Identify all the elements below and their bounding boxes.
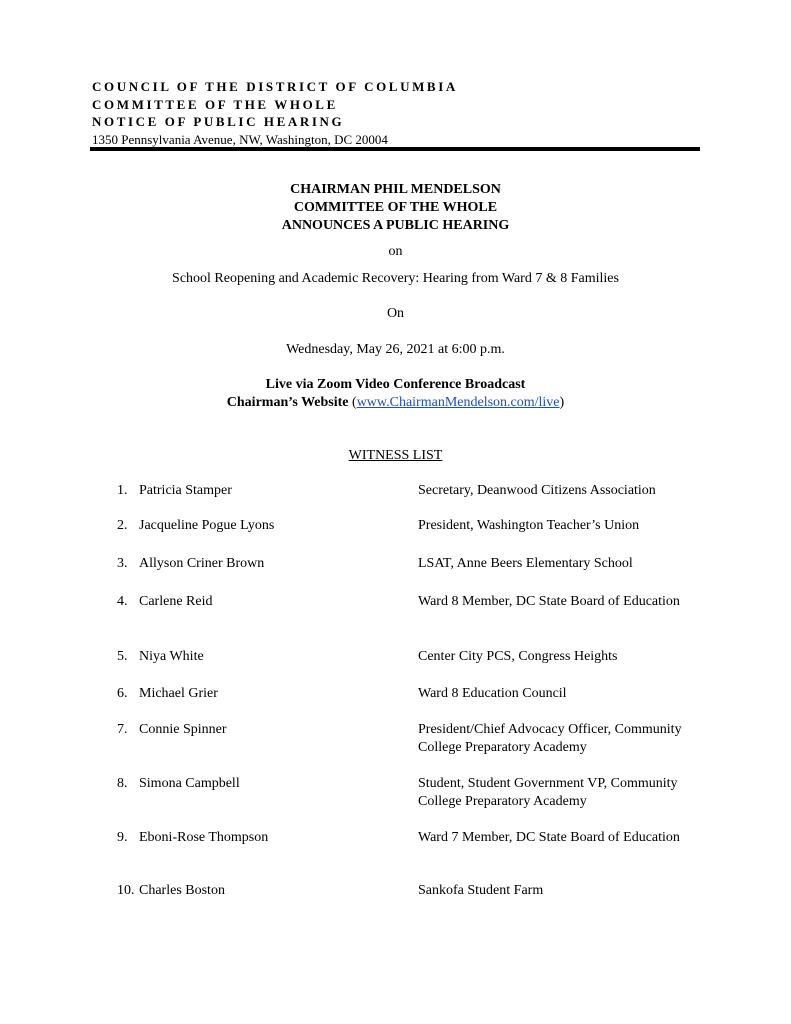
witness-number: 8. [117,776,128,791]
witness-name: Niya White [139,649,204,664]
witness-name: Charles Boston [139,883,225,898]
witness-affiliation: Student, Student Government VP, Community College Preparatory Academy [418,776,678,809]
announcement-on: on [388,244,403,259]
witness-name: Patricia Stamper [139,483,232,498]
witness-number: 1. [117,483,128,498]
witness-affiliation: Sankofa Student Farm [418,883,544,898]
witness-name: Allyson Criner Brown [139,556,265,571]
hearing-datetime: Wednesday, May 26, 2021 at 6:00 p.m. [286,342,505,357]
website-label: Chairman’s Website [226,395,349,410]
witness-number: 9. [117,830,128,845]
letterhead [92,78,702,148]
witness-affiliation: President/Chief Advocacy Officer, Community College Preparatory Academy [418,722,682,755]
witness-name: Carlene Reid [139,594,213,609]
website-link[interactable]: www.ChairmanMendelson.com/live [356,395,560,410]
announcement-on-2: On [386,306,405,321]
witness-affiliation: Ward 8 Member, DC State Board of Education [418,594,680,609]
witness-name: Michael Grier [139,686,218,701]
witness-number: 2. [117,518,128,533]
announcement-chairman: CHAIRMAN PHIL MENDELSON [290,182,501,197]
witness-number: 4. [117,594,128,609]
witness-name: Eboni-Rose Thompson [139,830,269,845]
witness-name: Jacqueline Pogue Lyons [139,518,275,533]
witness-number: 10. [117,883,135,898]
letterhead-address: 1350 Pennsylvania Avenue, NW, Washington, DC 20004 [92,131,388,147]
letterhead-notice: NOTICE OF PUBLIC HEARING [92,114,345,129]
witness-name: Simona Campbell [139,776,240,791]
website-close-paren: ) [559,395,565,410]
witness-number: 5. [117,649,128,664]
witness-list-title: WITNESS LIST [348,448,443,463]
witness-affiliation: President, Washington Teacher’s Union [418,518,640,533]
witness-affiliation: Ward 7 Member, DC State Board of Education [418,830,680,845]
witness-affiliation: Center City PCS, Congress Heights [418,649,618,664]
witness-name: Connie Spinner [139,722,227,737]
letterhead-council: COUNCIL OF THE DISTRICT OF COLUMBIA [92,79,458,94]
hearing-topic: School Reopening and Academic Recovery: Hearing from Ward 7 & 8 Families [172,271,619,286]
website-line [0,394,791,411]
letterhead-committee: COMMITTEE OF THE WHOLE [92,96,338,112]
witness-affiliation: Ward 8 Education Council [418,686,567,701]
announcement-committee: COMMITTEE OF THE WHOLE [293,200,498,215]
witness-number: 6. [117,686,128,701]
announcement-public-hearing: ANNOUNCES A PUBLIC HEARING [281,218,510,233]
witness-affiliation: Secretary, Deanwood Citizens Association [418,483,656,498]
witness-number: 7. [117,722,128,737]
witness-number: 3. [117,556,128,571]
broadcast-info: Live via Zoom Video Conference Broadcast [265,377,526,392]
letterhead-rule [90,147,700,151]
website-open-paren: ( [348,395,357,410]
witness-affiliation: LSAT, Anne Beers Elementary School [418,556,633,571]
